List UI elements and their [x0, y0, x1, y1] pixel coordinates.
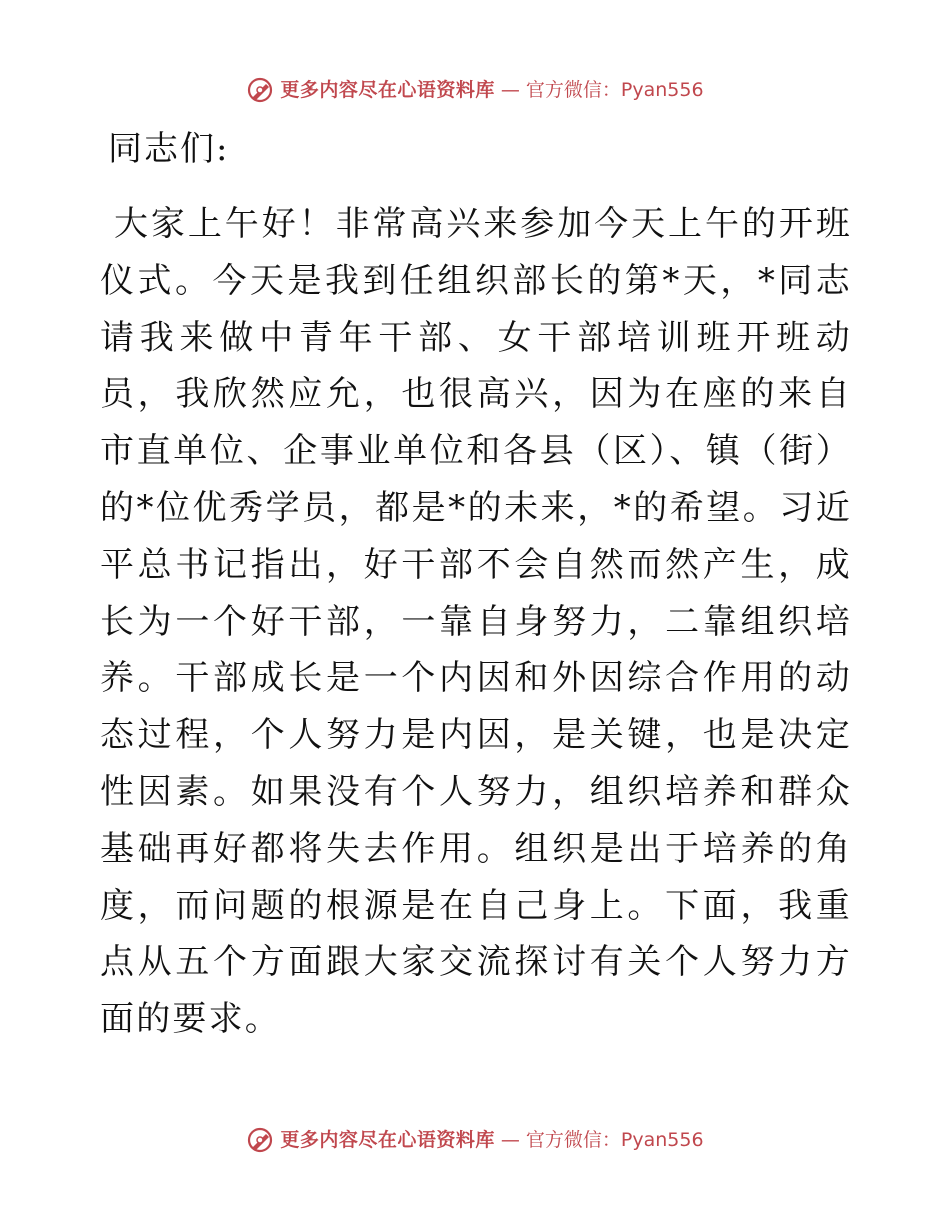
greeting: 同志们:: [108, 129, 230, 169]
body-paragraph: 大家上午好！非常高兴来参加今天上午的开班仪式。今天是我到任组织部长的第*天，*同志请我来做中青年干部、女干部培训班开班动员，我欣然应允，也很高兴，因为在座的来自市直单位、企事业单位和各县（区）、镇（街）的*位优秀学员，都是*的未来，*的希望。习近平总书记指出，好干部不会自然而然产生，成长为一个好干部，一靠自身努力，二靠组织培养。干部成长是一个内因和外因综合作用的动态过程，个人努力是内因，是关键，也是决定性因素。如果没有个人努力，组织培养和群众基础再好都将失去作用。组织是出于培养的角度，而问题的根源是在自己身上。下面，我重点从五个方面跟大家交流探讨有关个人努力方面的要求。: [100, 204, 852, 1040]
watermark-dash: —: [500, 78, 520, 101]
watermark-handle: 官方微信：Pyan556: [525, 1128, 704, 1151]
pen-logo-icon: [246, 1126, 274, 1154]
footer-watermark: [0, 1126, 950, 1154]
header-watermark: [0, 76, 950, 104]
pen-logo-icon: [246, 76, 274, 104]
watermark-text: 更多内容尽在心语资料库: [280, 1128, 495, 1151]
watermark-handle: 官方微信：Pyan556: [525, 78, 704, 101]
watermark-text: 更多内容尽在心语资料库: [280, 78, 495, 101]
watermark-dash: —: [500, 1128, 520, 1151]
